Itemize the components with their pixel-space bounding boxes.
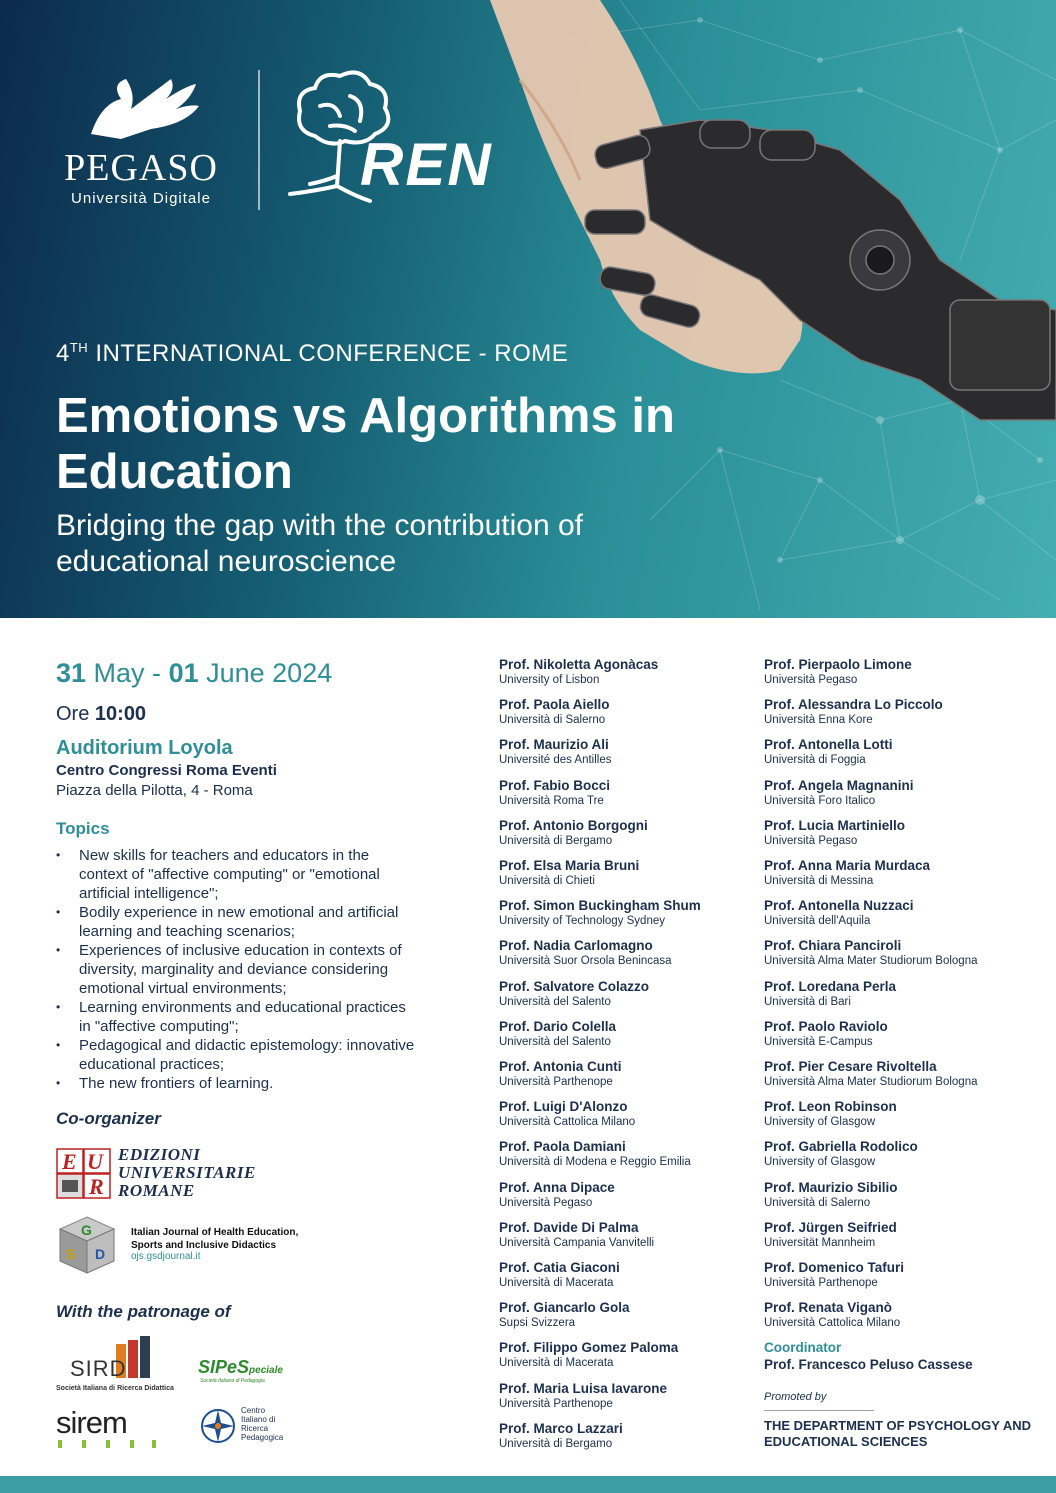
speaker-affiliation: University of Lisbon xyxy=(499,674,600,686)
speaker-entry xyxy=(764,898,914,929)
eur-logo-icon xyxy=(56,1148,112,1200)
speaker-affiliation: Università Pegaso xyxy=(764,674,858,686)
speaker-affiliation: Università di Foggia xyxy=(764,754,866,767)
venue-name: Auditorium Loyola xyxy=(56,737,233,759)
speaker-entry xyxy=(764,1099,897,1130)
speaker-name: Prof. Maurizio Ali xyxy=(499,737,609,753)
sirem-logo-bars-icon xyxy=(58,1440,158,1450)
speaker-name: Prof. Lucia Martiniello xyxy=(764,817,906,833)
speaker-name: Prof. Nadia Carlomagno xyxy=(499,938,653,954)
speaker-entry xyxy=(764,1180,898,1211)
speaker-entry xyxy=(499,1059,621,1090)
sipes-full-name: Società Italiana di Pedagogia xyxy=(200,1378,265,1384)
speaker-affiliation: Università Parthenope xyxy=(764,1277,878,1289)
speaker-name: Prof. Alessandra Lo Piccolo xyxy=(764,697,943,713)
speaker-name: Prof. Loredana Perla xyxy=(764,978,897,994)
topic-item: • Learning environments and educational practices in "affective computing"; xyxy=(56,998,416,1036)
patronage-heading: With the patronage of xyxy=(56,1302,231,1321)
speaker-entry xyxy=(499,737,612,768)
iren-logo-text: REN xyxy=(360,131,493,198)
eur-publisher-name: EDIZIONI UNIVERSITARIE ROMANE xyxy=(118,1145,256,1200)
speaker-affiliation: Supsi Svizzera xyxy=(499,1317,576,1330)
sipes-logo-text: SIPeSpeciale xyxy=(198,1357,283,1377)
speaker-affiliation: Università dell'Aquila xyxy=(764,915,871,928)
speaker-affiliation: University of Glasgow xyxy=(764,1116,876,1129)
venue-center: Centro Congressi Roma Eventi xyxy=(56,762,277,779)
speaker-affiliation: University of Technology Sydney xyxy=(499,915,665,928)
gsd-journal-url[interactable]: ojs.gsdjournal.it xyxy=(131,1251,201,1262)
speaker-name: Prof. Gabriella Rodolico xyxy=(764,1139,918,1155)
speaker-entry xyxy=(499,1340,678,1371)
speaker-entry xyxy=(499,697,610,728)
speaker-affiliation: Università Alma Mater Studiorum Bologna xyxy=(764,955,978,968)
speaker-affiliation: University of Glasgow xyxy=(764,1156,876,1169)
svg-text:E: E xyxy=(62,1149,77,1174)
topic-item: • Experiences of inclusive education in contexts of diversity, marginality and deviance considering emotional virtual environments; xyxy=(56,941,416,998)
speaker-name: Prof. Anna Maria Murdaca xyxy=(764,858,931,873)
speaker-name: Prof. Salvatore Colazzo xyxy=(499,978,650,994)
event-dates: 31 May - 01 June 2024 xyxy=(56,658,333,688)
speaker-name: Prof. Marco Lazzari xyxy=(499,1420,623,1436)
sird-full-name: Società Italiana di Ricerca Didattica xyxy=(56,1385,174,1392)
speaker-affiliation: Università di Bergamo xyxy=(499,1437,613,1450)
speaker-entry xyxy=(499,1019,616,1050)
speaker-affiliation: Università Roma Tre xyxy=(499,794,604,807)
speaker-entry xyxy=(499,979,649,1010)
coorganizer-heading: Co-organizer xyxy=(56,1109,161,1128)
svg-text:D: D xyxy=(95,1246,106,1262)
coordinator-name: Prof. Francesco Peluso Cassese xyxy=(764,1357,973,1372)
speaker-affiliation: Università di Chieti xyxy=(499,875,595,887)
topics-list xyxy=(56,846,416,1093)
speaker-entry xyxy=(764,1019,888,1050)
pegasus-wing-icon xyxy=(81,74,201,144)
speaker-affiliation: Università Parthenope xyxy=(499,1397,613,1410)
speaker-entry xyxy=(764,657,912,688)
speaker-name: Prof. Maria Luisa Iavarone xyxy=(499,1380,668,1396)
speaker-affiliation: Università di Bari xyxy=(764,995,851,1008)
speaker-entry xyxy=(764,1220,897,1251)
speaker-entry xyxy=(499,778,610,809)
speaker-affiliation: Università Alma Mater Studiorum Bologna xyxy=(764,1076,978,1088)
sirem-logo-text: sirem xyxy=(56,1405,127,1440)
topics-heading: Topics xyxy=(56,819,110,838)
speaker-name: Prof. Maurizio Sibilio xyxy=(764,1179,898,1195)
pegaso-subtitle: Università Digitale xyxy=(71,190,211,207)
speaker-name: Prof. Pier Cesare Rivoltella xyxy=(764,1059,937,1074)
speaker-name: Prof. Catia Giaconi xyxy=(499,1260,620,1275)
speaker-name: Prof. Elsa Maria Bruni xyxy=(499,858,640,873)
speaker-name: Prof. Nikoletta Agonàcas xyxy=(499,657,659,672)
speaker-name: Prof. Antonio Borgogni xyxy=(499,817,648,833)
speaker-name: Prof. Jürgen Seifried xyxy=(764,1219,897,1235)
logo-divider xyxy=(258,70,260,210)
speaker-entry xyxy=(499,1260,620,1291)
speaker-affiliation: Universität Mannheim xyxy=(764,1236,876,1249)
speaker-name: Prof. Paola Damiani xyxy=(499,1139,626,1155)
speaker-entry xyxy=(764,737,893,768)
speaker-name: Prof. Filippo Gomez Paloma xyxy=(499,1340,679,1356)
speaker-name: Prof. Antonia Cunti xyxy=(499,1059,622,1074)
speaker-affiliation: Università Cattolica Milano xyxy=(764,1317,901,1330)
svg-text:R: R xyxy=(89,1174,104,1199)
topic-item: • Bodily experience in new emotional and artificial learning and teaching scenarios; xyxy=(56,903,416,941)
speaker-entry xyxy=(764,778,914,809)
svg-text:G: G xyxy=(81,1222,92,1238)
conference-title: Emotions vs Algorithms in Education xyxy=(56,389,675,499)
speaker-affiliation: Università del Salento xyxy=(499,995,611,1008)
speaker-name: Prof. Paolo Raviolo xyxy=(764,1018,888,1034)
speaker-name: Prof. Antonella Lotti xyxy=(764,737,893,753)
footer-bar xyxy=(0,1476,1056,1493)
speaker-name: Prof. Antonella Nuzzaci xyxy=(764,898,914,914)
speaker-affiliation: Università Parthenope xyxy=(499,1076,613,1088)
speaker-affiliation: Università di Macerata xyxy=(499,1357,614,1370)
speaker-name: Prof. Fabio Bocci xyxy=(499,777,611,793)
speaker-entry xyxy=(499,1300,630,1331)
coordinator-label: Coordinator xyxy=(764,1340,842,1355)
speaker-entry xyxy=(499,858,639,889)
speaker-entry xyxy=(499,1421,623,1452)
svg-text:S: S xyxy=(66,1246,76,1262)
speaker-affiliation: Université des Antilles xyxy=(499,754,612,767)
speaker-entry xyxy=(499,1139,691,1170)
speaker-affiliation: Università Suor Orsola Benincasa xyxy=(499,955,672,968)
speaker-name: Prof. Pierpaolo Limone xyxy=(764,657,912,672)
speaker-name: Prof. Dario Colella xyxy=(499,1018,617,1034)
speaker-entry xyxy=(499,898,701,929)
pegaso-logo xyxy=(56,74,226,207)
speaker-name: Prof. Chiara Panciroli xyxy=(764,938,902,954)
conference-subtitle: Bridging the gap with the contribution of educational neuroscience xyxy=(56,509,584,578)
speaker-entry xyxy=(764,1059,978,1090)
speaker-affiliation: Università di Bergamo xyxy=(499,834,613,847)
speaker-affiliation: Università di Messina xyxy=(764,875,874,887)
speaker-name: Prof. Renata Viganò xyxy=(764,1300,893,1316)
topic-item: • The new frontiers of learning. xyxy=(56,1074,416,1093)
speaker-affiliation: Università del Salento xyxy=(499,1035,611,1048)
speaker-entry xyxy=(499,1180,615,1211)
speaker-affiliation: Università Foro Italico xyxy=(764,794,876,807)
speaker-entry xyxy=(764,979,896,1010)
conference-edition: 4TH INTERNATIONAL CONFERENCE - ROME xyxy=(56,340,569,367)
speaker-name: Prof. Simon Buckingham Shum xyxy=(499,898,701,914)
speaker-name: Prof. Giancarlo Gola xyxy=(499,1300,630,1316)
speaker-entry xyxy=(764,818,905,849)
speaker-entry xyxy=(499,818,648,849)
gsd-journal-logo-icon xyxy=(56,1215,118,1275)
topic-item: • New skills for teachers and educators in the context of "affective computing" or "emotional artificial intelligence"; xyxy=(56,846,416,903)
speaker-name: Prof. Angela Magnanini xyxy=(764,777,914,793)
speaker-name: Prof. Paola Aiello xyxy=(499,697,610,713)
speaker-name: Prof. Luigi D'Alonzo xyxy=(499,1099,628,1115)
speaker-name: Prof. Anna Dipace xyxy=(499,1179,615,1195)
speaker-entry xyxy=(764,697,943,728)
speaker-entry xyxy=(499,1099,635,1130)
speaker-entry xyxy=(764,1139,918,1170)
speaker-entry xyxy=(499,1381,667,1412)
speaker-entry xyxy=(499,1220,654,1251)
speaker-affiliation: Università di Macerata xyxy=(499,1277,614,1289)
speaker-entry xyxy=(499,938,672,969)
speaker-affiliation: Università Enna Kore xyxy=(764,714,873,727)
hero-banner xyxy=(0,0,1056,618)
speaker-affiliation: Università Pegaso xyxy=(499,1196,593,1209)
sird-logo-text: SIRD xyxy=(70,1356,127,1381)
speaker-affiliation: Università di Modena e Reggio Emilia xyxy=(499,1156,691,1169)
cirped-name: Centro Italiano di Ricerca Pedagogica xyxy=(241,1406,284,1442)
speaker-affiliation: Università Cattolica Milano xyxy=(499,1116,636,1129)
gsd-journal-name: Italian Journal of Health Education, Sports and Inclusive Didactics xyxy=(131,1227,299,1251)
speaker-affiliation: Università Campania Vanvitelli xyxy=(499,1236,655,1249)
pegaso-name: PEGASO xyxy=(64,147,218,189)
promoted-by-label: Promoted by xyxy=(764,1391,827,1403)
cirped-compass-logo-icon xyxy=(198,1406,238,1446)
speaker-name: Prof. Leon Robinson xyxy=(764,1099,897,1115)
svg-text:U: U xyxy=(87,1149,103,1174)
speaker-name: Prof. Domenico Tafuri xyxy=(764,1260,905,1275)
speaker-entry xyxy=(764,1260,904,1291)
speaker-name: Prof. Davide Di Palma xyxy=(499,1219,639,1235)
speaker-affiliation: Università Pegaso xyxy=(764,834,858,847)
event-time: Ore 10:00 xyxy=(56,703,147,725)
speaker-entry xyxy=(764,1300,900,1331)
promoting-department: THE DEPARTMENT OF PSYCHOLOGY AND EDUCATIONAL SCIENCES xyxy=(764,1418,1031,1449)
topic-item: • Pedagogical and didactic epistemology: innovative educational practices; xyxy=(56,1036,416,1074)
speaker-affiliation: Università di Salerno xyxy=(764,1196,871,1209)
speaker-entry xyxy=(764,938,978,969)
speaker-affiliation: Università E-Campus xyxy=(764,1035,873,1048)
venue-address: Piazza della Pilotta, 4 - Roma xyxy=(56,782,253,799)
speaker-entry xyxy=(764,858,930,889)
speaker-entry xyxy=(499,657,658,688)
speaker-affiliation: Università di Salerno xyxy=(499,714,606,727)
promoted-divider xyxy=(764,1410,874,1411)
